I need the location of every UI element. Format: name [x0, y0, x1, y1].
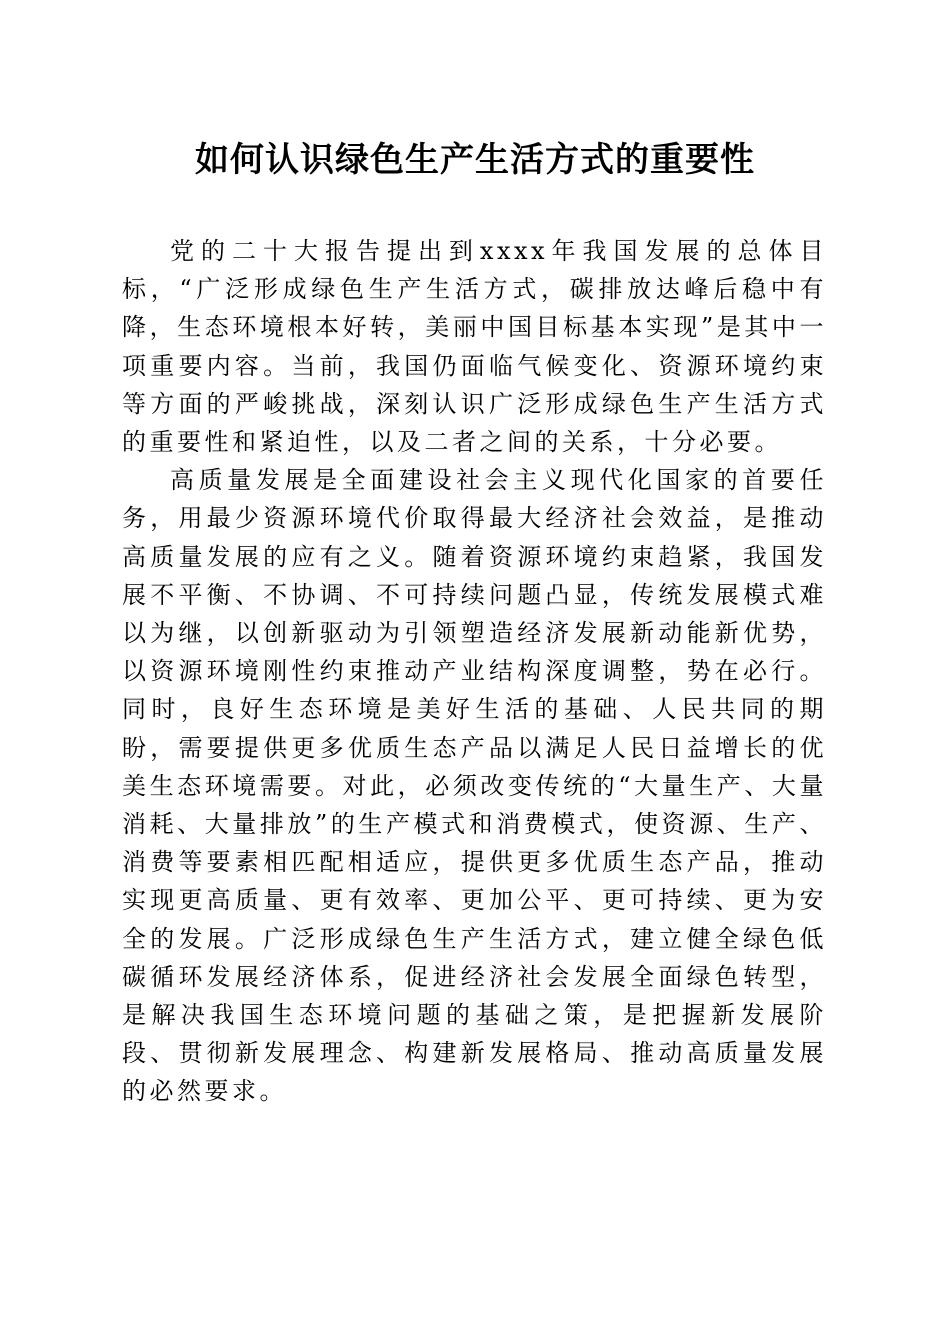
paragraph-1: 党的二十大报告提出到xxxx年我国发展的总体目标，“广泛形成绿色生产生活方式，碳排放达峰后稳中有降，生态环境根本好转，美丽中国目标基本实现”是其中一项重要内容。当前，我国仍面临气候变化、资源环境约束等方面的严峻挑战，深刻认识广泛形成绿色生产生活方式的重要性和紧迫性，以及二者之间的关系，十分必要。	[122, 237, 827, 457]
document-title: 如何认识绿色生产生活方式的重要性	[195, 140, 755, 180]
document-body	[122, 232, 827, 1111]
paragraph-2: 高质量发展是全面建设社会主义现代化国家的首要任务，用最少资源环境代价取得最大经济社会效益，是推动高质量发展的应有之义。随着资源环境约束趋紧，我国发展不平衡、不协调、不可持续问题凸显，传统发展模式难以为继，以创新驱动为引领塑造经济发展新动能新优势，以资源环境刚性约束推动产业结构深度调整，势在必行。同时，良好生态环境是美好生活的基础、人民共同的期盼，需要提供更多优质生态产品以满足人民日益增长的优美生态环境需要。对此，必须改变传统的“大量生产、大量消耗、大量排放”的生产模式和消费模式，使资源、生产、消费等要素相匹配相适应，提供更多优质生态产品，推动实现更高质量、更有效率、更加公平、更可持续、更为安全的发展。广泛形成绿色生产生活方式，建立健全绿色低碳循环发展经济体系，促进经济社会发展全面绿色转型，是解决我国生态环境问题的基础之策，是把握新发展阶段、贯彻新发展理念、构建新发展格局、推动高质量发展的必然要求。	[122, 466, 827, 1106]
